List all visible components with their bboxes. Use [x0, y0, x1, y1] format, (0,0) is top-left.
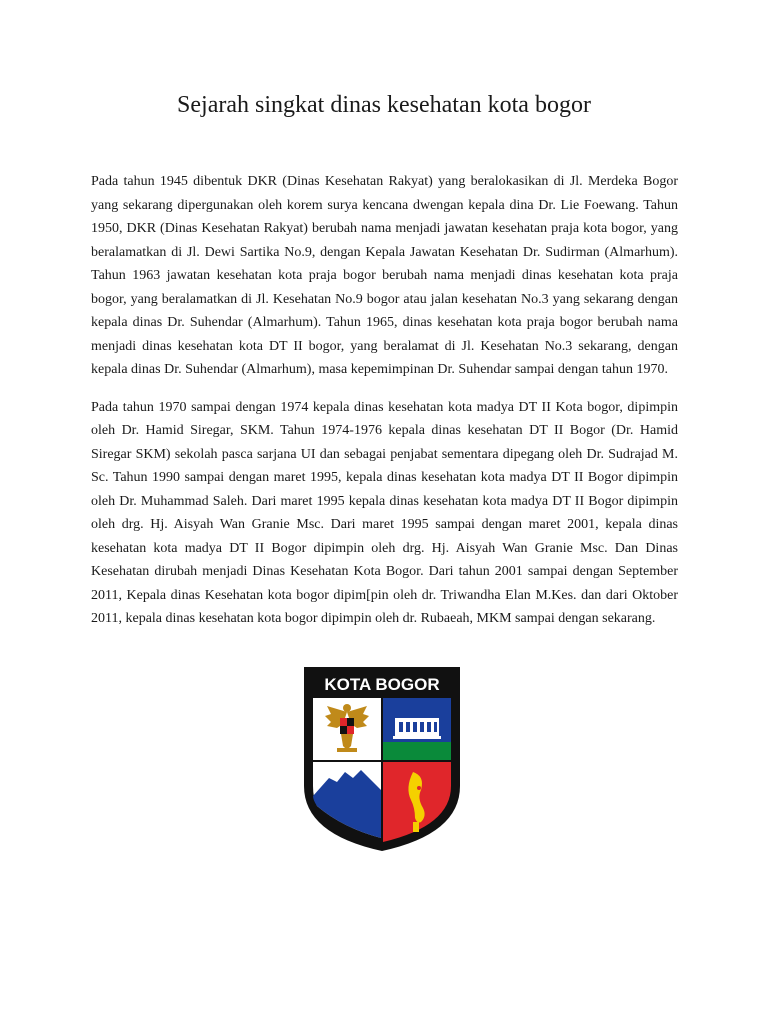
- paragraph-1: Pada tahun 1945 dibentuk DKR (Dinas Kesehatan Rakyat) yang beralokasikan di Jl. Merdeka Bogor yang sekarang dipergunakan oleh korem surya kencana dwengan kepala dina Dr. Lie Foewang. Tahun 1950, DKR (Dinas Kesehatan Rakyat) berubah nama menjadi jawatan kesehatan praja kota bogor, yang beralamatkan di Jl. Dewi Sartika No.9, dengan Kepala Jawatan Kesehatan Dr. Sudirman (Almarhum). Tahun 1963 jawatan kesehatan kota praja bogor berubah nama menjadi dinas kesehatan kota praja bogor, yang beralamatkan di Jl. Kesehatan No.9 bogor atau jalan kesehatan No.3 yang sekarang dengan kepala dinas Dr. Suhendar (Almarhum). Tahun 1965, dinas kesehatan kota praja bogor berubah nama menjadi dinas kesehatan kota DT II bogor, yang beralamat di Jl. Kesehatan No.3 sekarang, dengan kepala dinas Dr. Suhendar (Almarhum), masa kepemimpinan Dr. Suhendar sampai dengan tahun 1970.: [91, 174, 678, 377]
- palace-icon: [393, 718, 441, 739]
- emblem-shield-icon: [303, 666, 461, 852]
- paragraph-2: Pada tahun 1970 sampai dengan 1974 kepala dinas kesehatan kota madya DT II Kota bogor, dipimpin oleh Dr. Hamid Siregar, SKM. Tahun 1974-1976 kepala dinas kesehatan DT II Bogor (Dr. Hamid Siregar SKM) sekolah pasca sarjana UI dan sebagai penjabat sementara dipegang oleh Dr. Sudrajad M. Sc. Tahun 1990 sampai dengan maret 1995, kepala dinas kesehatan kota madya DT II Bogor dipimpin oleh Dr. Muhammad Saleh. Dari maret 1995 kepala dinas kesehatan kota madya DT II Bogor dipimpin oleh drg. Hj. Aisyah Wan Granie Msc. Dari maret 1995 sampai dengan maret 2001, kepala dinas kesehatan kota madya DT II Bogor dipimpin oleh drg. Hj. Aisyah Wan Granie Msc. Dan Dinas Kesehatan dirubah menjadi Dinas Kesehatan Kota Bogor. Dari tahun 2001 sampai dengan September 2011, Kepala dinas Kesehatan kota bogor dipim[pin oleh dr. Triwandha Elan M.Kes. dan dari Oktober 2011, kepala dinas kesehatan kota bogor dipimpin oleh dr. Rubaeah, MKM sampai dengan sekarang.: [91, 399, 678, 626]
- emblem-banner-text: KOTA BOGOR: [324, 675, 440, 694]
- document-title: Sejarah singkat dinas kesehatan kota bogor: [177, 92, 591, 118]
- kota-bogor-emblem: [303, 666, 461, 852]
- document-body: [91, 170, 678, 645]
